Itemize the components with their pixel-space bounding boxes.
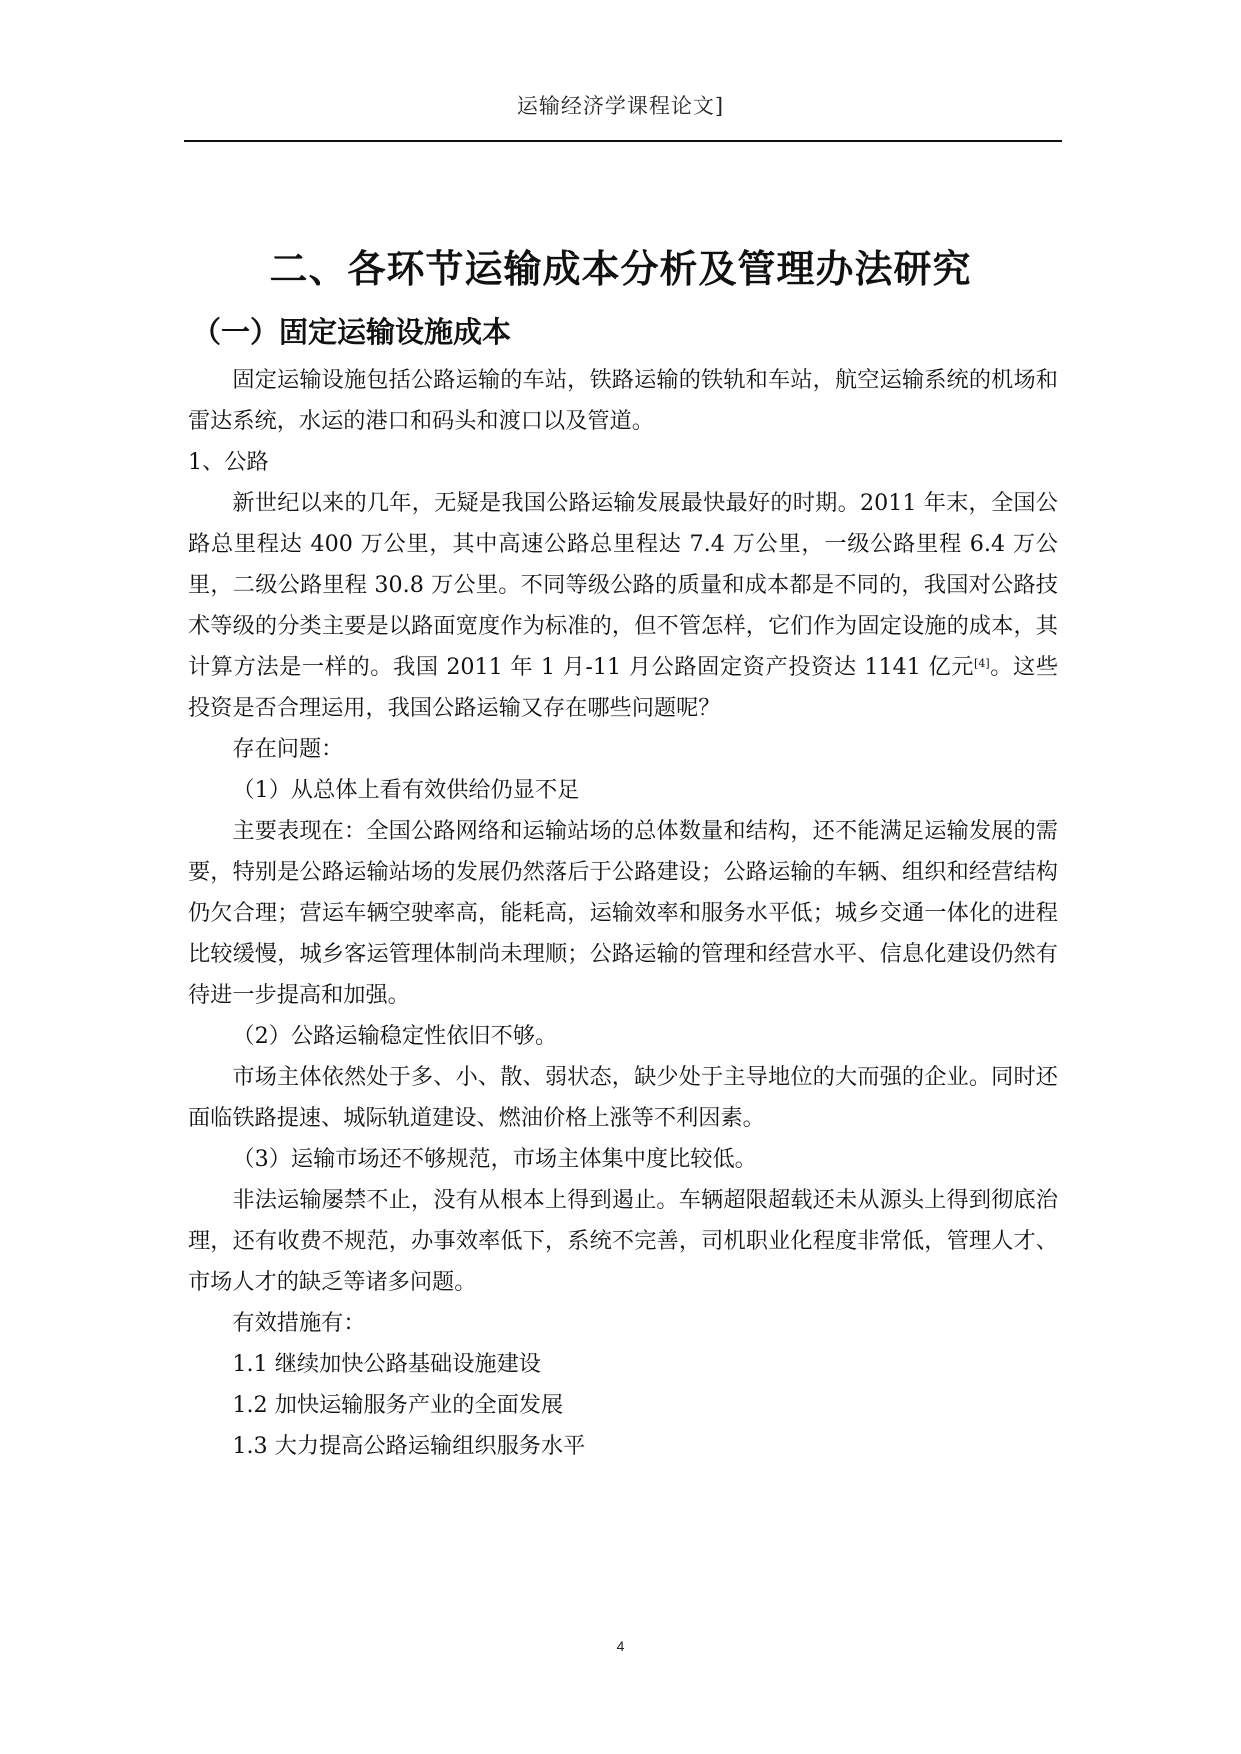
header-rule [184,140,1062,142]
running-header: 运输经济学课程论文] [516,94,725,118]
subheading-highway: 1、公路 [188,449,269,475]
problem-3-text: 非法运输屡禁不止，没有从根本上得到遏止。车辆超限超载还未从源头上得到彻底治理，还有收费不规范，办事效率低下，系统不完善，司机职业化程度非常低，管理人才、市场人才的缺乏等诸多问题。 [188,1187,1058,1295]
page-number: 4 [616,1638,625,1654]
measure-1-3: 1.3 大力提高公路运输组织服务水平 [232,1433,586,1459]
measure-1-2: 1.2 加快运输服务产业的全面发展 [232,1392,564,1418]
paragraph-highway-overview [188,483,1058,729]
paragraph-fixed-facilities: 固定运输设施包括公路运输的车站，铁路运输的铁轨和车站，航空运输系统的机场和雷达系统，水运的港口和码头和渡口以及管道。 [188,367,1058,434]
problem-2-text: 市场主体依然处于多、小、散、弱状态，缺少处于主导地位的大而强的企业。同时还面临铁路提速、城际轨道建设、燃油价格上涨等不利因素。 [188,1064,1058,1131]
problem-2-heading: （2）公路运输稳定性依旧不够。 [232,1023,558,1049]
body-text [188,360,1058,1467]
label-existing-problems: 存在问题： [232,736,344,762]
problem-1-heading: （1）从总体上看有效供给仍显不足 [232,777,580,803]
paragraph-highway-text-a: 新世纪以来的几年，无疑是我国公路运输发展最快最好的时期。2011 年末，全国公路总里程达 400 万公里，其中高速公路总里程达 7.4 万公里，一级公路里程 6.4 万公里，二级公路里程 30.8 万公里。不同等级公路的质量和成本都是不同的，我国对公路技术等级的分类主要是以路面宽度作为标准的，但不管怎样，它们作为固定设施的成本，其计算方法是一样的。我国 2011 年 1 月-11 月公路固定资产投资达 1141 亿元 [188,490,1058,680]
label-effective-measures: 有效措施有： [232,1310,366,1336]
problem-1-text: 主要表现在：全国公路网络和运输站场的总体数量和结构，还不能满足运输发展的需要，特别是公路运输站场的发展仍然落后于公路建设；公路运输的车辆、组织和经营结构仍欠合理；营运车辆空驶率高，能耗高，运输效率和服务水平低；城乡交通一体化的进程比较缓慢，城乡客运管理体制尚未理顺；公路运输的管理和经营水平、信息化建设仍然有待进一步提高和加强。 [188,818,1058,1008]
section-title: （一）固定运输设施成本 [192,315,512,349]
chapter-title: 二、各环节运输成本分析及管理办法研究 [269,246,972,291]
problem-3-heading: （3）运输市场还不够规范，市场主体集中度比较低。 [232,1146,757,1172]
citation-ref: [4] [974,657,990,670]
paragraph-highway-text-b: 。这些投资是否合理运用，我国公路运输又存在哪些问题呢？ [188,654,1059,721]
measure-1-1: 1.1 继续加快公路基础设施建设 [232,1351,541,1377]
